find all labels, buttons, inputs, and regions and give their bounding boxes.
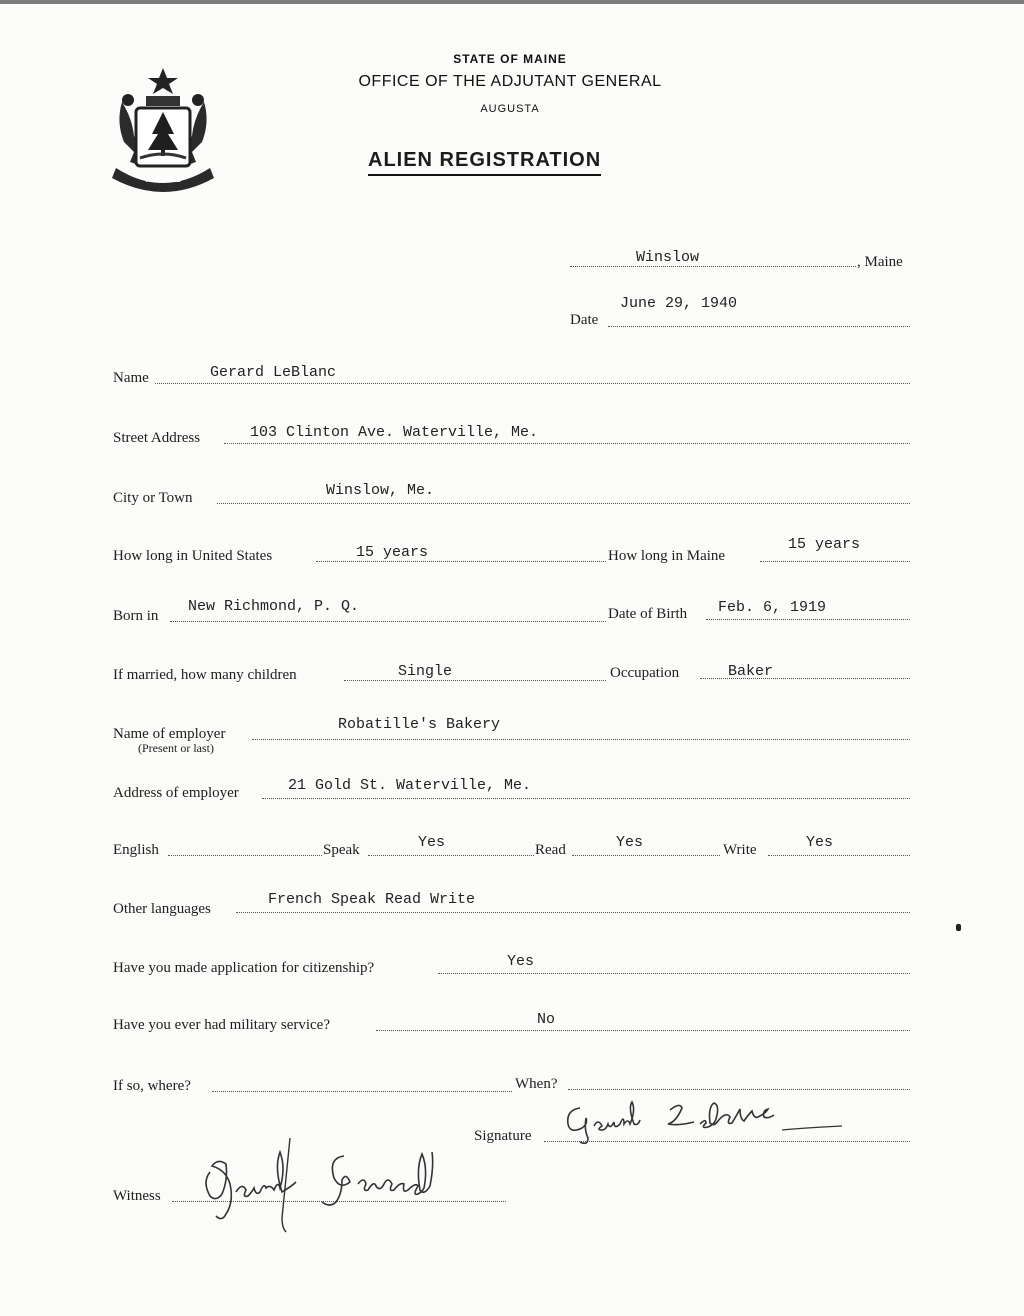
how-long-maine-label: How long in Maine	[608, 548, 726, 564]
children-value: Single	[398, 663, 453, 680]
read-value: Yes	[616, 834, 644, 851]
speak-label: Speak	[323, 842, 360, 858]
city-heading: AUGUSTA	[480, 103, 540, 115]
other-languages-line	[236, 912, 910, 913]
speak-value: Yes	[418, 834, 446, 851]
english-label: English	[113, 842, 159, 858]
how-long-maine-line	[760, 561, 910, 562]
write-line	[768, 855, 910, 856]
office-heading: OFFICE OF THE ADJUTANT GENERAL	[358, 73, 662, 90]
name-label: Name	[113, 370, 149, 386]
how-long-us-value: 15 years	[356, 544, 429, 561]
occupation-value: Baker	[728, 663, 774, 680]
children-label: If married, how many children	[113, 667, 297, 683]
dob-line	[706, 619, 910, 620]
top-border	[0, 0, 1024, 4]
signature-label: Signature	[474, 1128, 532, 1144]
city-town-label: City or Town	[113, 490, 193, 506]
citizenship-label: Have you made application for citizenship?	[113, 960, 375, 976]
maine-seal-icon	[108, 64, 218, 192]
street-address-label: Street Address	[113, 430, 201, 446]
state-suffix: , Maine	[857, 254, 903, 270]
born-in-value: New Richmond, P. Q.	[188, 598, 360, 615]
read-line	[572, 855, 720, 856]
write-label: Write	[723, 842, 757, 858]
date-label: Date	[570, 312, 599, 328]
state-heading: STATE OF MAINE	[453, 52, 567, 66]
ink-dot	[956, 924, 961, 931]
name-value: Gerard LeBlanc	[210, 364, 337, 381]
occupation-label: Occupation	[610, 665, 680, 681]
read-label: Read	[535, 842, 566, 858]
citizenship-value: Yes	[507, 953, 535, 970]
when-label: When?	[515, 1076, 558, 1092]
employer-address-value: 21 Gold St. Waterville, Me.	[288, 777, 532, 794]
other-languages-label: Other languages	[113, 901, 211, 917]
english-line	[168, 855, 322, 856]
how-long-us-line	[316, 561, 606, 562]
write-value: Yes	[806, 834, 834, 851]
military-line	[376, 1030, 910, 1031]
seal-banner-text: MAINE	[145, 173, 181, 185]
street-address-value: 103 Clinton Ave. Waterville, Me.	[250, 424, 539, 441]
dob-label: Date of Birth	[608, 606, 688, 622]
employer-label: Name of employer	[113, 726, 226, 742]
dob-value: Feb. 6, 1919	[718, 599, 827, 616]
street-address-line	[224, 443, 910, 444]
how-long-us-label: How long in United States	[113, 548, 273, 564]
how-long-maine-value: 15 years	[788, 536, 861, 553]
signature-handwriting	[560, 1096, 860, 1146]
name-line	[155, 383, 910, 384]
where-line	[212, 1091, 512, 1092]
city-town-line	[217, 503, 910, 504]
other-languages-value: French Speak Read Write	[268, 891, 476, 908]
born-in-line	[170, 621, 606, 622]
military-value: No	[537, 1011, 556, 1028]
town-value: Winslow	[636, 249, 700, 266]
where-label: If so, where?	[113, 1078, 191, 1094]
employer-value: Robatille's Bakery	[338, 716, 501, 733]
citizenship-line	[438, 973, 910, 974]
date-value: June 29, 1940	[620, 295, 738, 312]
military-label: Have you ever had military service?	[113, 1017, 330, 1033]
speak-line	[368, 855, 534, 856]
date-line	[608, 326, 910, 327]
witness-handwriting	[196, 1126, 476, 1236]
employer-line	[252, 739, 910, 740]
born-in-label: Born in	[113, 608, 159, 624]
children-line	[344, 680, 606, 681]
form-title: ALIEN REGISTRATION	[368, 149, 601, 176]
employer-sublabel: (Present or last)	[138, 741, 214, 755]
witness-label: Witness	[113, 1188, 161, 1204]
employer-address-line	[262, 798, 910, 799]
employer-address-label: Address of employer	[113, 785, 239, 801]
when-line	[568, 1089, 910, 1090]
city-town-value: Winslow, Me.	[326, 482, 435, 499]
town-line	[570, 266, 856, 267]
